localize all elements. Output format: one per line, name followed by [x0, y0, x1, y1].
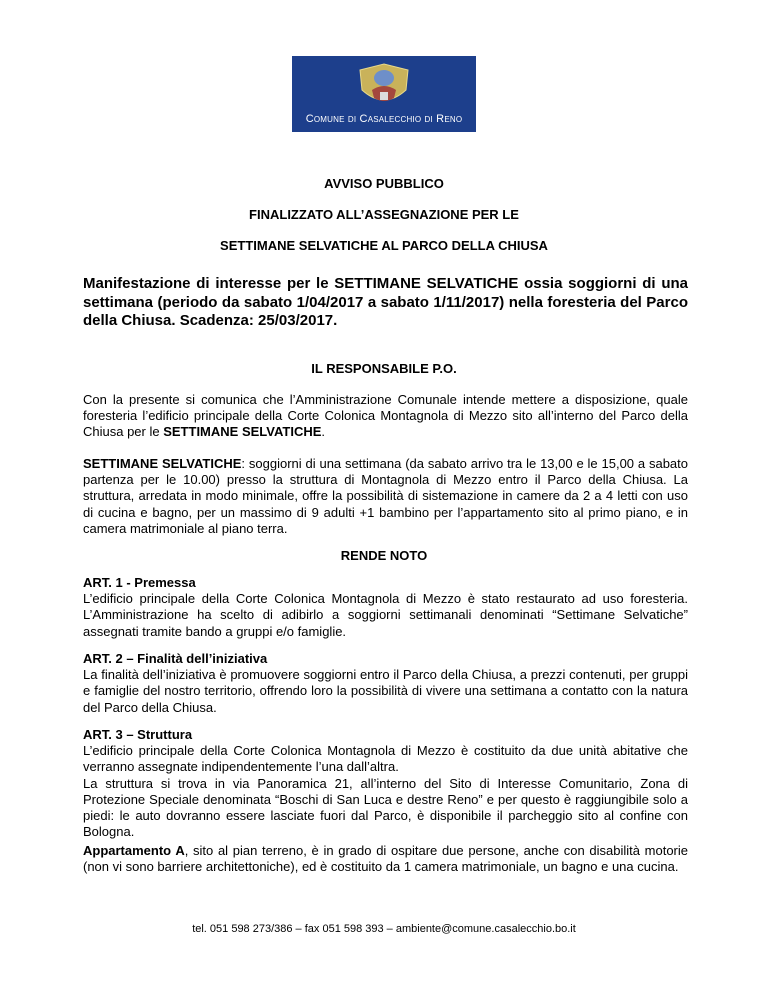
- appartamento-a-text: , sito al pian terreno, è in grado di ospitare due persone, anche con disabilità motorie (non vi sono barriere architettoniche), ed è costituito da 1 camera matrimoniale, un bagno e una cucina.: [83, 843, 688, 875]
- paragraph-1: [83, 392, 688, 441]
- logo-text: Comune di Casalecchio di Reno: [305, 113, 463, 125]
- paragraph-1-bold: SETTIMANE SELVATICHE: [163, 424, 322, 440]
- appartamento-a-paragraph: [83, 843, 688, 875]
- heading-line-2: FINALIZZATO ALL’ASSEGNAZIONE PER LE: [249, 207, 519, 222]
- article-3-text-2: La struttura si trova in via Panoramica 21, all’interno del Sito di Interesse Comunitario, Zona di Protezione Speciale denominata “Boschi di San Luca e destre Reno” e per questo è raggiungibile solo a piedi: le auto dovranno essere lasciate fuori dal Parco, è disponibile il parcheggio sito al confine con Bologna.: [83, 775, 688, 840]
- rende-noto-heading: RENDE NOTO: [340, 548, 428, 563]
- paragraph-1-text: Con la presente si comunica che l’Amministrazione Comunale intende mettere a disposizione, quale foresteria l’edificio principale della Corte Colonica Montagnola di Mezzo sito all’interno del Parco della Chiusa per le: [83, 392, 688, 440]
- paragraph-2-bold: SETTIMANE SELVATICHE: [83, 456, 242, 471]
- appartamento-a-bold: Appartamento A: [83, 843, 185, 858]
- article-2: [83, 651, 688, 716]
- article-3: [83, 727, 688, 840]
- municipality-logo: [292, 56, 476, 132]
- responsabile-heading: IL RESPONSABILE P.O.: [311, 361, 457, 376]
- article-1-text: L’edificio principale della Corte Colonica Montagnola di Mezzo è stato restaurato ad uso foresteria. L’Amministrazione ha scelto di adibirlo a soggiorni settimanali denominati “Settimane Selvatiche” assegnati tramite bando a gruppi e/o famiglie.: [83, 591, 688, 639]
- article-2-text: La finalità dell’iniziativa è promuovere soggiorni entro il Parco della Chiusa, a prezzi contenuti, per gruppi e famiglie del nostro territorio, offrendo loro la possibilità di vivere una settimana a contatto con la natura del Parco della Chiusa.: [83, 667, 688, 715]
- paragraph-1-end: .: [321, 424, 326, 440]
- article-3-text-1: L’edificio principale della Corte Colonica Montagnola di Mezzo è costituito da due unità abitative che verranno assegnate indipendentemente l’una dall’altra.: [83, 743, 688, 775]
- paragraph-2: [83, 456, 688, 537]
- coat-of-arms-icon: [354, 60, 414, 112]
- article-1: [83, 575, 688, 640]
- article-1-title: ART. 1 - Premessa: [83, 575, 196, 590]
- heading-line-3: SETTIMANE SELVATICHE AL PARCO DELLA CHIUSA: [220, 238, 548, 253]
- paragraph-2-text: : soggiorni di una settimana (da sabato arrivo tra le 13,00 e le 15,00 a sabato partenza per le 10.00) presso la struttura di Montagnola di Mezzo entro il Parco della Chiusa. La struttura, arredata in modo minimale, offre la possibilità di sistemazione in camere da 2 a 4 letti con uso di cucina e bagno, per un massimo di 9 adulti +1 bambino per l’appartamento sito al primo piano, e in camera matrimoniale al piano terra.: [83, 456, 688, 536]
- article-2-title: ART. 2 – Finalità dell’iniziativa: [83, 651, 268, 666]
- article-3-title: ART. 3 – Struttura: [83, 727, 193, 742]
- heading-line-1: AVVISO PUBBLICO: [324, 176, 444, 191]
- intro-paragraph: Manifestazione di interesse per le SETTIMANE SELVATICHE ossia soggiorni di una settimana (periodo da sabato 1/04/2017 a sabato 1/11/2017) nella foresteria del Parco della Chiusa. Scadenza: 25/03/2017.: [83, 275, 688, 329]
- footer-contacts: tel. 051 598 273/386 – fax 051 598 393 – ambiente@comune.casalecchio.bo.it: [192, 923, 576, 935]
